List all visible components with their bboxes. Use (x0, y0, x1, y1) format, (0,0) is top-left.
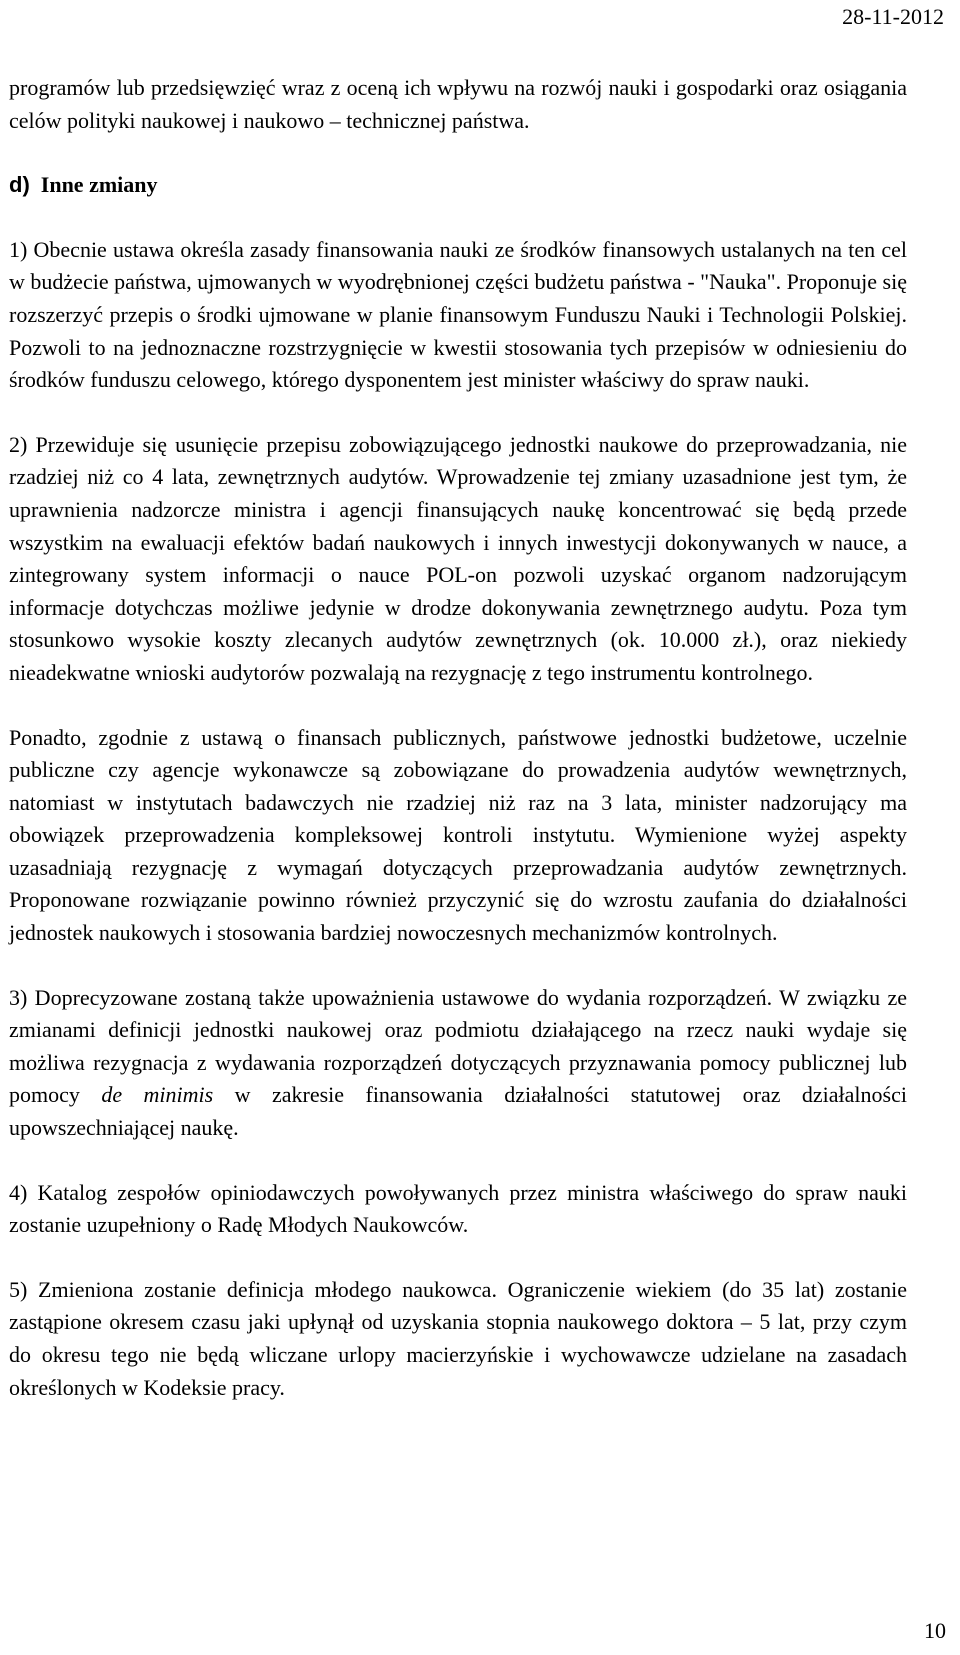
paragraph-item-4: 4) Katalog zespołów opiniodawczych powoływanych przez ministra właściwego do spraw nauki zostanie uzupełniony o Radę Młodych Naukowców. (9, 1179, 907, 1238)
paragraph-continuation: programów lub przedsięwzięć wraz z oceną ich wpływu na rozwój nauki i gospodarki oraz osiągania celów polityki naukowej i naukowo – technicznej państwa. (9, 75, 907, 133)
section-heading-letter: d) (9, 172, 30, 198)
section-heading-text: Inne zmiany (40, 172, 158, 198)
paragraph-item-1: 1) Obecnie ustawa określa zasady finansowania nauki ze środków finansowych ustalanych na ten cel w budżecie państwa, ujmowanych w wyodrębnionej części budżetu państwa - "Nauka". Proponuje się rozszerzyć przepis o środki ujmowane w planie finansowym Funduszu Nauki i Technologii Polskiej. Pozwoli to na jednoznaczne rozstrzygnięcie w kwestii stosowania tych przepisów w odniesieniu do środków funduszu celowego, którego dysponentem jest minister właściwy do spraw nauki. (9, 236, 907, 393)
header-date: 28-11-2012 (842, 4, 944, 29)
paragraph-item-5: 5) Zmieniona zostanie definicja młodego naukowca. Ograniczenie wiekiem (do 35 lat) zostanie zastąpione okresem czasu jaki upłynął od uzyskania stopnia naukowego doktora – 5 lat, przy czym do okresu tego nie będą wliczane urlopy macierzyńskie i wychowawcze udzielane na zasadach określonych w Kodeksie pracy. (9, 1276, 907, 1400)
paragraph-item-3-text-end: w zakresie finansowania działalności statutowej oraz działalności upowszechniającej naukę. (9, 1082, 907, 1141)
paragraph-item-3 (9, 982, 907, 1145)
document-body (9, 72, 907, 1404)
paragraph-item-3-text: 3) Doprecyzowane zostaną także upoważnienia ustawowe do wydania rozporządzeń. W związku ze zmianami definicji jednostki naukowej oraz podmiotu działającego na rzecz nauki wydaje się możliwa rezygnacja z wydawania rozporządzeń dotyczących przyznawania pomocy publicznej lub pomocy (9, 984, 907, 1108)
section-heading (9, 169, 907, 202)
paragraph-item-2: 2) Przewiduje się usunięcie przepisu zobowiązującego jednostki naukowe do przeprowadzania, nie rzadziej niż co 4 lata, zewnętrznych audytów. Wprowadzenie tej zmiany uzasadnione jest tym, że uprawnienia nadzorcze ministra i agencji finansujących naukę koncentrować się będą przede wszystkim na ewaluacji efektów badań naukowych i innych inwestycji dokonywanych w nauce, a zintegrowany system informacji o nauce POL-on pozwoli uzyskać organom nadzorującym informacje dotychczas możliwe jedynie w drodze dokonywania zewnętrznego audytu. Poza tym stosunkowo wysokie koszty zlecanych audytów zewnętrznych (ok. 10.000 zł.), oraz niekiedy nieadekwatne wnioski audytorów pozwalają na rezygnację z tego instrumentu kontrolnego. (9, 431, 907, 685)
paragraph-item-2-continued: Ponadto, zgodnie z ustawą o finansach publicznych, państwowe jednostki budżetowe, uczelnie publiczne czy agencje wykonawcze są zobowiązane do prowadzenia audytów wewnętrznych, natomiast w instytutach badawczych nie rzadziej niż raz na 3 lata, minister nadzorujący ma obowiązek przeprowadzenia kompleksowej kontroli instytutu. Wymienione wyżej aspekty uzasadniają rezygnację z wymagań dotyczących przeprowadzania audytów zewnętrznych. Proponowane rozwiązanie powinno również przyczynić się do wzrostu zaufania do działalności jednostek naukowych i stosowania bardziej nowoczesnych mechanizmów kontrolnych. (9, 724, 907, 946)
paragraph-item-3-italic: de minimis (101, 1082, 214, 1108)
page-number: 10 (924, 1618, 946, 1643)
